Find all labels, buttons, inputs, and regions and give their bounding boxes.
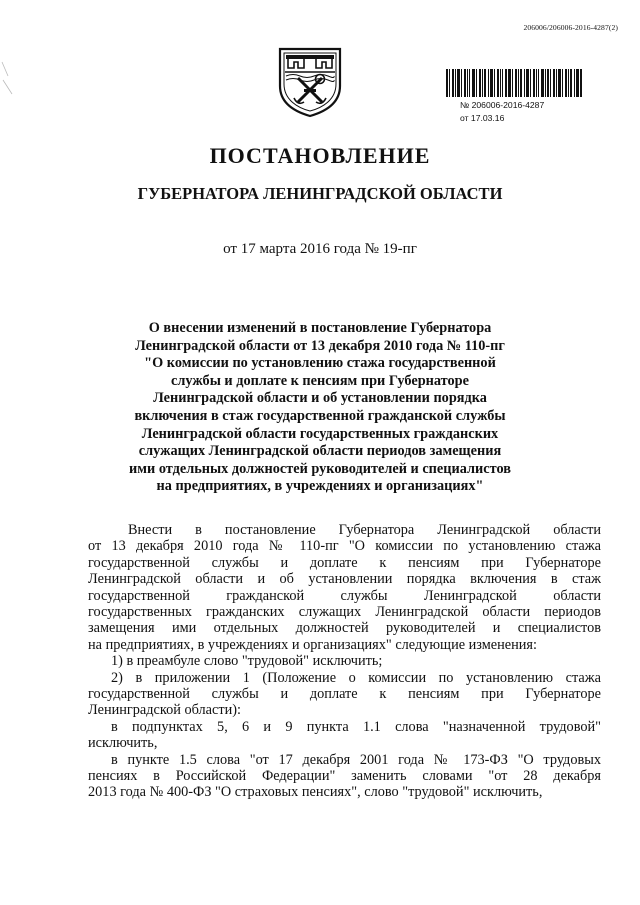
registration-number: № 206006-2016-4287 (460, 100, 545, 110)
body-line: 2) в приложении 1 (Положение о комиссии по установлению стажа (111, 669, 601, 686)
heading-line: служащих Ленинградской области периодов замещения (138, 443, 502, 460)
heading-line: О внесении изменений в постановление Губернатора (148, 320, 492, 336)
body-line: государственной гражданской службы Ленинградской области (88, 587, 601, 604)
heading-line: Ленинградской области от 13 декабря 2010 года № 110-пг (135, 337, 505, 354)
body-line: 2013 года № 400-ФЗ "О страховых пенсиях", слово "трудовой" исключить, (88, 784, 543, 801)
body-line: на предприятиях, в учреждениях и организациях" следующие изменения: (88, 636, 537, 653)
body-line: Ленинградской области): (88, 702, 241, 719)
body-line: в пункте 1.5 слова "от 17 декабря 2001 года № 173-ФЗ "О трудовых (111, 751, 601, 768)
scan-artifact-mark (0, 58, 20, 98)
heading-line: Ленинградской области и об установлении порядка (153, 390, 487, 407)
body-line: 1) в преамбуле слово "трудовой" исключить; (111, 653, 383, 670)
barcode (446, 69, 582, 97)
coat-of-arms-emblem-icon (276, 46, 344, 118)
heading-line: ими отдельных должностей руководителей и специалистов (129, 460, 511, 477)
document-title: ПОСТАНОВЛЕНИЕ (209, 143, 431, 168)
body-line: в подпунктах 5, 6 и 9 пункта 1.1 слова "назначенной трудовой" (111, 718, 601, 735)
body-line: исключить, (88, 735, 158, 752)
document-date-number: от 17 марта 2016 года № 19-пг (223, 241, 417, 257)
heading-line: включения в стаж государственной гражданской службы (134, 407, 506, 424)
heading-line: "О комиссии по установлению стажа государственной (144, 355, 496, 372)
heading-line: на предприятиях, в учреждениях и организациях" (156, 478, 484, 495)
body-line: Внести в постановление Губернатора Ленинградской области (128, 522, 601, 538)
document-body (88, 522, 601, 801)
body-line: пенсиях в Российской Федерации" заменить словами "от 28 декабря (88, 767, 601, 784)
body-line: государственной службы и доплате к пенсиям при Губернаторе (88, 685, 601, 702)
body-line: от 13 декабря 2010 года № 110-пг "О комиссии по установлению стажа (88, 538, 601, 555)
body-line: государственных гражданских служащих Ленинградской области периодов (88, 603, 601, 620)
heading-line: службы и доплате к пенсиям при Губернаторе (171, 372, 469, 389)
body-line: Ленинградской области и об установлении порядка включения в стаж (88, 571, 601, 588)
document-issuer: ГУБЕРНАТОРА ЛЕНИНГРАДСКОЙ ОБЛАСТИ (137, 184, 503, 203)
registration-date: от 17.03.16 (460, 113, 505, 123)
body-line: замещения ими отдельных должностей руководителей и специалистов (88, 620, 601, 637)
body-line: государственной службы и доплате к пенсиям при Губернаторе (88, 554, 601, 571)
document-heading (120, 320, 520, 496)
heading-line: Ленинградской области государственных гражданских (141, 425, 499, 442)
registration-stamp-top: 206006/206006-2016-4287(2) (523, 23, 618, 32)
